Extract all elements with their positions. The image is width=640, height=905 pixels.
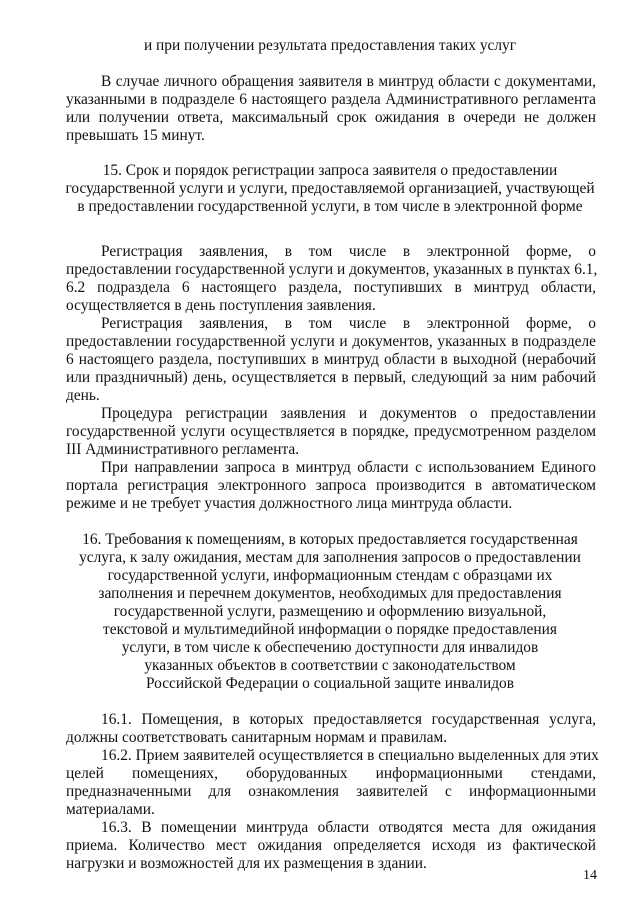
page-number: 14 — [583, 868, 597, 883]
section-16-heading: государственной услуги, размещению и оформлению визуальной, — [113, 603, 547, 620]
section-16-heading: государственной услуги, информационным стендам с образцами их — [107, 567, 553, 584]
section-15-heading: государственной услуги и услуги, предоставляемой организацией, участвующей — [65, 180, 595, 197]
paragraph-line: 16.3. В помещении минтруда области отводятся места для ожидания — [101, 819, 596, 836]
paragraph-line: 6.2 подраздела 6 настоящего раздела, поступивших в минтруд области, — [66, 279, 596, 296]
paragraph-line: предназначенными для ознакомления заявителей с информационными — [66, 783, 596, 800]
paragraph-line: указанными в подразделе 6 настоящего раздела Административного регламента — [66, 91, 596, 108]
paragraph-line: Регистрация заявления, в том числе в электронной форме, о — [101, 243, 596, 260]
paragraph-line: превышать 15 минут. — [66, 127, 205, 144]
paragraph-line: приема. Количество мест ожидания определяется исходя из фактической — [66, 837, 596, 854]
paragraph-line: должны соответствовать санитарным нормам и правилам. — [66, 729, 448, 746]
paragraph-line: 6 настоящего раздела, поступивших в минтруд области в выходной (нерабочий — [66, 351, 596, 368]
section-15-heading: в предоставлении государственной услуги, в том числе в электронной форме — [77, 198, 583, 215]
paragraph-line: 16.2. Прием заявителей осуществляется в специально выделенных для этих — [101, 747, 599, 764]
section-16-heading: указанных объектов в соответствии с законодательством — [144, 657, 516, 674]
paragraph-line: государственной услуги осуществляется в порядке, предусмотренном разделом — [66, 423, 596, 440]
section-16-heading: заполнения и перечнем документов, необходимых для предоставления — [98, 585, 562, 602]
paragraph-line: материалами. — [66, 801, 155, 818]
paragraph-line: предоставлении государственной услуги и документов, указанных в подразделе — [66, 333, 596, 350]
section-16-heading: услуга, к залу ожидания, местам для заполнения запросов о предоставлении — [79, 549, 581, 566]
paragraph-line: 16.1. Помещения, в которых предоставляется государственная услуга, — [101, 711, 596, 728]
paragraph-line: При направлении запроса в минтруд области с использованием Единого — [101, 459, 596, 476]
section-16-heading: Российской Федерации о социальной защите инвалидов — [145, 675, 515, 692]
paragraph-line: портала регистрация электронного запроса производится в автоматическом — [66, 477, 596, 494]
section-16-heading: текстовой и мультимедийной информации о порядке предоставления — [103, 621, 557, 638]
section-16-heading: 16. Требования к помещениям, в которых предоставляется государственная — [82, 531, 578, 548]
section-16-heading: услуги, в том числе к обеспечению доступности для инвалидов — [121, 639, 539, 656]
paragraph-line: предоставлении государственной услуги и документов, указанных в пунктах 6.1, — [66, 261, 598, 278]
paragraph-line: В случае личного обращения заявителя в минтруд области с документами, — [101, 73, 596, 90]
paragraph-line: Процедура регистрации заявления и документов о предоставлении — [101, 405, 596, 422]
paragraph-line: день. — [66, 387, 100, 404]
section-heading-continuation: и при получении результата предоставления таких услуг — [143, 37, 517, 54]
paragraph-line: III Административного регламента. — [66, 441, 300, 458]
paragraph-line: осуществляется в день поступления заявления. — [66, 297, 376, 314]
section-15-heading: 15. Срок и порядок регистрации запроса заявителя о предоставлении — [102, 162, 558, 179]
paragraph-line: Регистрация заявления, в том числе в электронной форме, о — [101, 315, 596, 332]
paragraph-line: или праздничный) день, осуществляется в первый, следующий за ним рабочий — [66, 369, 596, 386]
paragraph-line: целей помещениях, оборудованных информационными стендами, — [66, 765, 596, 782]
paragraph-line: нагрузки и возможностей для их размещения в здании. — [66, 855, 427, 872]
paragraph-line: или получении ответа, максимальный срок ожидания в очереди не должен — [66, 109, 596, 126]
paragraph-line: режиме и не требует участия должностного лица минтруда области. — [66, 495, 513, 512]
